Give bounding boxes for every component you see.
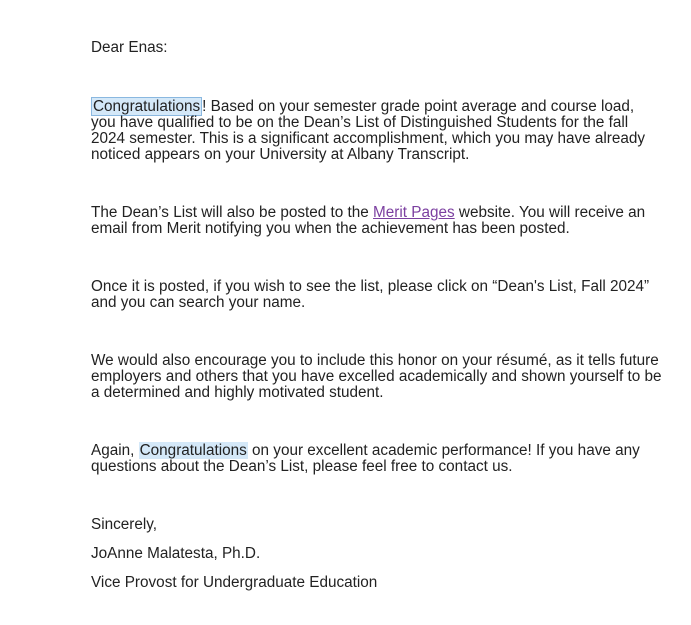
highlighted-word: Congratulations (139, 442, 247, 459)
signer-title: Vice Provost for Undergraduate Education (91, 574, 378, 591)
paragraph-merit-pages (91, 205, 663, 237)
greeting: Dear Enas: (91, 39, 168, 56)
paragraph-text: The Dean’s List will also be posted to the (91, 204, 374, 221)
paragraph-text: on your excellent academic performance! If you have any questions about the Dean’s List, please feel free to contact us. (91, 442, 640, 475)
paragraph-text: ! Based on your semester grade point average and course load, you have qualified to be on the Dean’s List of Distinguished Students for the fall 2024 semester. This is a significant accomplishment, which you may have already noticed appears on your University at Albany Transcript. (91, 98, 646, 163)
paragraph-closing-congrats (91, 443, 663, 475)
paragraph-how-to-view: Once it is posted, if you wish to see the list, please click on “Dean's List, Fall 2024” and you can search your name. (91, 278, 650, 311)
signer-name: JoAnne Malatesta, Ph.D. (91, 545, 261, 562)
highlighted-word: Congratulations (93, 98, 201, 115)
paragraph-congratulations (91, 99, 663, 163)
paragraph-text: website. You will receive an email from Merit notifying you when the achievement has been posted. (91, 204, 646, 237)
merit-pages-link[interactable]: Merit Pages (373, 204, 455, 221)
paragraph-resume: We would also encourage you to include this honor on your résumé, as it tells future employers and others that you have excelled academically and shown yourself to be a determined and highly motivated student. (91, 352, 662, 401)
paragraph-text: Again, (91, 442, 139, 459)
closing-salutation: Sincerely, (91, 516, 158, 533)
